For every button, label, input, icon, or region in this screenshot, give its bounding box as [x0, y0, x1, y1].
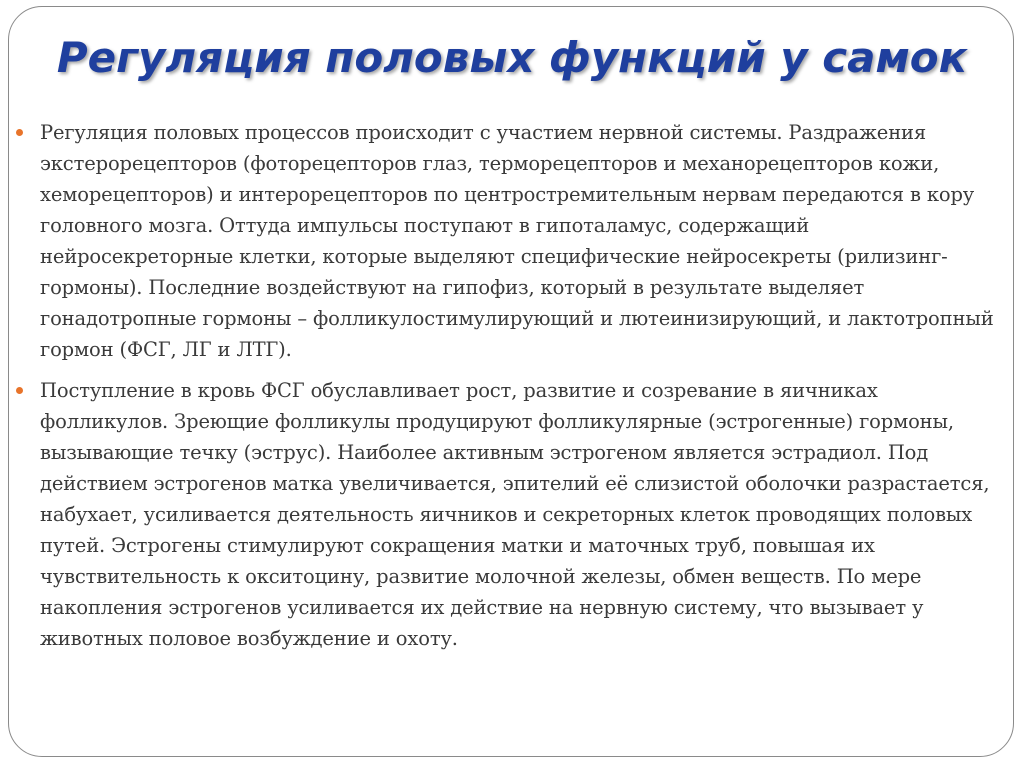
bullet-text: Поступление в кровь ФСГ обуславливает рост, развитие и созревание в яичниках фолликулов. Зреющие фолликулы продуцируют фолликулярные (эстрогенные) гормоны, вызывающие течку (эструс). Наиболее активным эстрогеном является эстрадиол. Под действием эстрогенов матка увеличивается, эпителий её слизистой оболочки разрастается, набухает, усиливается деятельность яичников и секреторных клеток проводящих половых путей. Эстрогены стимулируют сокращения матки и маточных труб, повышая их чувствительность к окситоцину, развитие молочной железы, обмен веществ. По мере накопления эстрогенов усиливается их действие на нервную систему, что вызывает у животных половое возбуждение и охоту. — [40, 379, 990, 650]
bullet-dot-icon — [16, 129, 23, 136]
bullet-text: Регуляция половых процессов происходит с участием нервной системы. Раздражения экстерорецепторов (фоторецепторов глаз, терморецепторов и механорецепторов кожи, хеморецепторов) и интерорецепторов по центростремительным нервам передаются в кору головного мозга. Оттуда импульсы поступают в гипоталамус, содержащий нейросекреторные клетки, которые выделяют специфические нейросекреты (рилизинг-гормоны). Последние воздействуют на гипофиз, который в результате выделяет гонадотропные гормоны – фолликулостимулирующий и лютеинизирующий, и лактотропный гормон (ФСГ, ЛГ и ЛТГ). — [40, 121, 994, 361]
bullet-list — [16, 117, 1006, 654]
bullet-dot-icon — [16, 387, 23, 394]
bullet-item — [16, 375, 1006, 654]
bullet-item — [16, 117, 1006, 365]
slide-title: Регуляция половых функций у самок — [56, 33, 968, 82]
